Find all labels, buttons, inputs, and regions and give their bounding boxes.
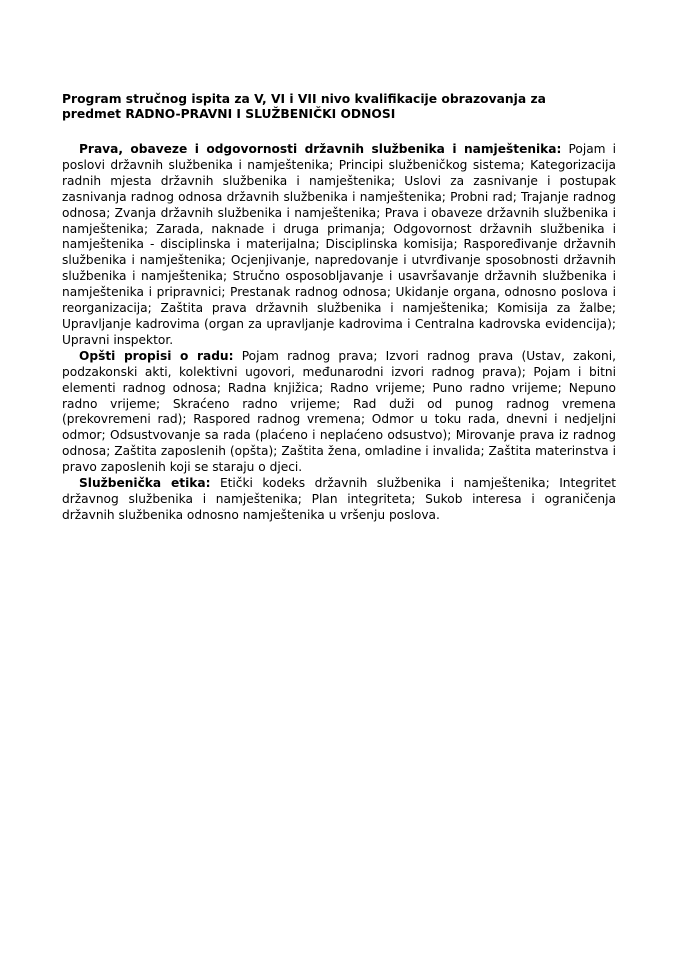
section-body: Pojam i poslovi državnih službenika i namještenika; Principi službeničkog sistema; Kategorizacija radnih mjesta državnih službenika i namještenika; Uslovi za zasnivanje i postupak zasnivanja radnog odnosa državnih službenika i namještenika; Probni rad; Trajanje radnog odnosa; Zvanja državnih službenika i namještenika; Prava i obaveze državnih službenika i namještenika; Zarada, naknade i druga primanja; Odgovornost državnih službenika i namještenika - disciplinska i materijalna; Disciplinska komisija; Raspoređivanje državnih službenika i namještenika; Ocjenjivanje, napredovanje i utvrđivanje sposobnosti državnih službenika i namještenika; Stručno osposobljavanje i usavršavanje državnih službenika i namještenika i pripravnici; Prestanak radnog odnosa; Ukidanje organa, odnosno poslova i reorganizacija; Zaštita prava državnih službenika i namještenika; Komisija za žalbe; Upravljanje kadrovima (organ za upravljanje kadrovima i Centralna kadrovska evidencija); Upravni inspektor. (62, 142, 616, 347)
section-rights-obligations (62, 142, 616, 349)
section-heading: Službenička etika: (79, 476, 211, 491)
document-page (62, 92, 616, 524)
section-body: Pojam radnog prava; Izvori radnog prava (Ustav, zakoni, podzakonski akti, kolektivni ugovori, međunarodni izvori radnog prava); Pojam i bitni elementi radnog odnosa; Radna knjižica; Radno vrijeme; Puno radno vrijeme; Nepuno radno vrijeme; Skraćeno radno vrijeme; Rad duži od punog radnog vremena (prekovremeni rad); Raspored radnog vremena; Odmor u toku rada, dnevni i nedjeljni odmor; Odsustvovanje sa rada (plaćeno i neplaćeno odsustvo); Mirovanje prava iz radnog odnosa; Zaštita zaposlenih (opšta); Zaštita žena, omladine i invalida; Zaštita materinstva i pravo zaposlenih koji se staraju o djeci. (62, 348, 616, 475)
title-line-1: Program stručnog ispita za V, VI i VII nivo kvalifikacije obrazovanja za (62, 92, 546, 106)
title-line-2: predmet RADNO-PRAVNI I SLUŽBENIČKI ODNOSI (62, 107, 396, 121)
section-general-labor-regulations (62, 349, 616, 476)
section-heading: Opšti propisi o radu: (79, 348, 234, 363)
section-heading: Prava, obaveze i odgovornosti državnih službenika i namještenika: (79, 142, 562, 156)
document-title (62, 92, 616, 122)
section-service-ethics (62, 476, 616, 524)
section-body: Etički kodeks državnih službenika i namještenika; Integritet državnog službenika i namještenika; Plan integriteta; Sukob interesa i ograničenja državnih službenika odnosno namještenika u vršenju poslova. (62, 476, 616, 522)
